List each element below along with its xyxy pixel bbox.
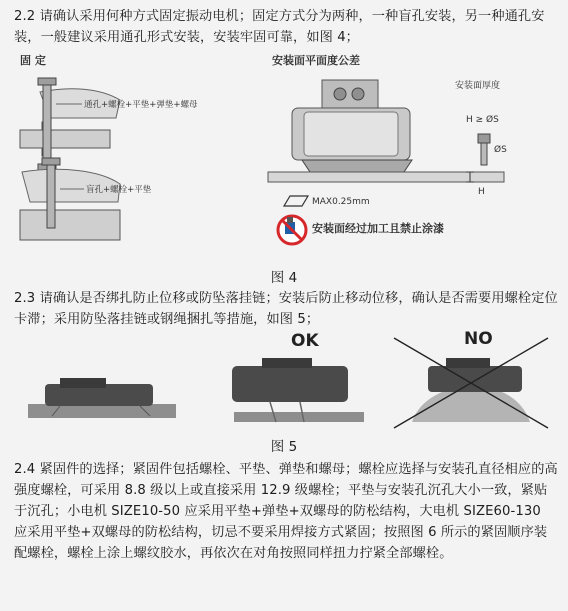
blind-hole-diagram: [20, 158, 120, 240]
h-label: H: [478, 187, 485, 197]
section-2-2-text: 2.2 请确认采用何种方式固定振动电机；固定方式分为两种，一种盲孔安装，另一种通孔安装，一般建议采用通孔形式安装，安装牢固可靠，如图 4；: [14, 9, 545, 45]
blind-hole-label: 盲孔+螺栓+平垫: [86, 185, 152, 195]
motor-photo-no: [394, 338, 548, 428]
figure-5: [0, 330, 568, 430]
h-relation: H ≥ ØS: [466, 115, 499, 125]
flatness-title: 安装面平面度公差: [272, 54, 360, 67]
no-paint-icon: [278, 216, 306, 244]
mounting-plate: [268, 172, 504, 182]
no-label: NO: [464, 330, 493, 349]
figure-5-caption: 图 5: [270, 439, 298, 455]
ok-label: OK: [291, 331, 319, 351]
tolerance-value: MAX0.25mm: [312, 197, 370, 207]
motor-photo-1: [28, 378, 176, 418]
figure-4-caption: 图 4: [270, 270, 298, 286]
no-paint-note: 安装面经过加工且禁止涂漆: [312, 222, 444, 235]
through-hole-diagram: [20, 78, 120, 171]
section-2-3-text: 2.3 请确认是否绑扎防止位移或防坠落挂链；安装后防止移动位移，确认是否需要用螺栓定位卡滞；采用防坠落挂链或钢绳捆扎等措施，如图 5；: [14, 291, 558, 327]
through-hole-label: 通孔+螺栓+平垫+弹垫+螺母: [84, 100, 198, 110]
bolt-diameter: ØS: [494, 145, 507, 155]
motor-photo-ok: [232, 358, 364, 422]
figure-4: [0, 52, 568, 262]
section-2-4-text: 2.4 紧固件的选择；紧固件包括螺栓、平垫、弹垫和螺母；螺栓应选择与安装孔直径相应的高强度螺栓，可采用 8.8 级以上或直接采用 12.9 级螺栓；平垫与安装孔沉孔大小一致，紧贴于沉孔；小电机 SIZE10-50 应采用平垫+弹垫+双螺母的防松结构，大电机 SIZE60-130 应采用平垫+双螺母的防松结构，切忌不要采用焊接方式紧固；按照图 6 所示的紧固顺序装配螺栓，螺栓上涂上螺纹胶水，再依次在对角按照同样扭力拧紧全部螺栓。: [14, 462, 558, 561]
motor-on-plate: [292, 80, 412, 172]
thickness-title: 安装面厚度: [455, 81, 501, 91]
fixing-title: 固 定: [20, 54, 46, 67]
flatness-symbol-icon: [284, 196, 308, 206]
